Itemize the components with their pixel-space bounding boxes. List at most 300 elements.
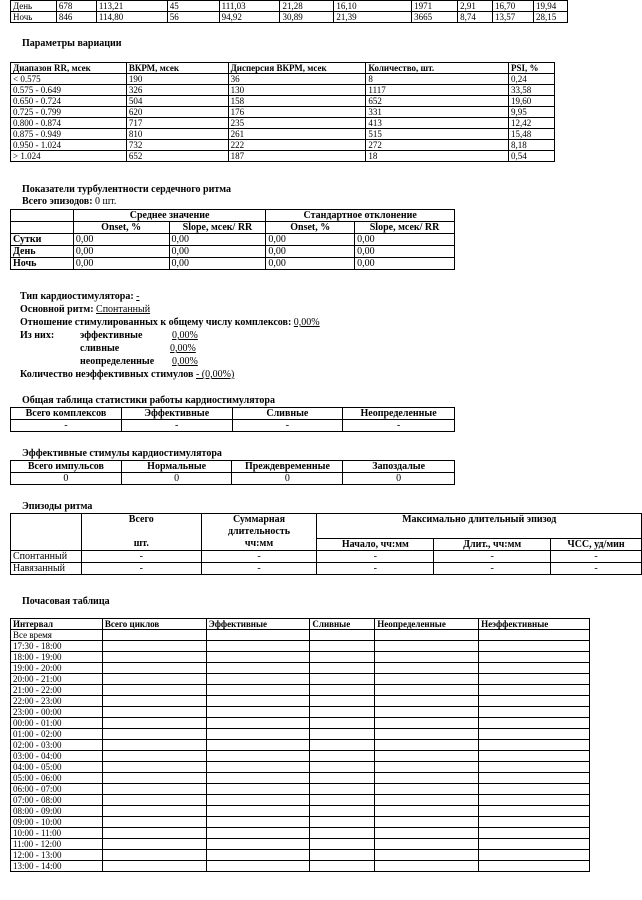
table-cell <box>206 729 310 740</box>
table-cell: < 0.575 <box>11 74 127 85</box>
turbulence-mean-header: Среднее значение <box>73 210 266 222</box>
interval-cell: 13:00 - 14:00 <box>11 861 103 872</box>
column-header: Сливные <box>310 619 375 630</box>
table-cell <box>310 729 375 740</box>
column-header: Дисперсия ВКРМ, мсек <box>228 63 366 74</box>
row-header: День <box>11 246 74 258</box>
column-header: Неопределенные <box>375 619 479 630</box>
table-cell <box>206 718 310 729</box>
table-row <box>11 85 555 96</box>
table-cell <box>375 850 479 861</box>
rhythm-episodes-table <box>10 513 642 575</box>
variation-title: Параметры вариации <box>22 38 122 49</box>
interval-cell: 17:30 - 18:00 <box>11 641 103 652</box>
table-row <box>11 751 590 762</box>
table-cell <box>206 696 310 707</box>
table-cell <box>479 806 590 817</box>
table-cell: 33,58 <box>509 85 555 96</box>
table-cell <box>310 641 375 652</box>
table-cell: 652 <box>366 96 509 107</box>
row-header: Сутки <box>11 234 74 246</box>
table-cell: 0,00 <box>355 258 455 270</box>
table-cell <box>375 806 479 817</box>
table-cell <box>375 718 479 729</box>
table-row <box>11 652 590 663</box>
table-cell <box>102 630 206 641</box>
table-cell <box>310 762 375 773</box>
table-cell: - <box>434 550 551 562</box>
pacemaker-type-line <box>20 291 140 302</box>
table-cell: 331 <box>366 107 509 118</box>
table-cell <box>375 740 479 751</box>
table-cell <box>375 828 479 839</box>
column-header: Нормальные <box>121 461 232 473</box>
interval-cell: 04:00 - 05:00 <box>11 762 103 773</box>
table-cell <box>310 850 375 861</box>
table-cell <box>102 784 206 795</box>
table-cell <box>375 762 479 773</box>
table-cell: 8 <box>366 74 509 85</box>
interval-cell: 02:00 - 03:00 <box>11 740 103 751</box>
table-cell <box>479 795 590 806</box>
column-header: PSI, % <box>509 63 555 74</box>
table-cell: 0,00 <box>169 234 266 246</box>
column-header: Всего циклов <box>102 619 206 630</box>
table-cell <box>102 740 206 751</box>
table-cell <box>206 773 310 784</box>
base-rhythm-label: Основной ритм: <box>20 304 94 315</box>
table-row <box>11 740 590 751</box>
table-cell <box>479 663 590 674</box>
table-cell <box>375 751 479 762</box>
table-cell <box>102 718 206 729</box>
turbulence-sub-corner <box>11 222 74 234</box>
table-cell <box>310 773 375 784</box>
turbulence-corner <box>11 210 74 222</box>
table-cell <box>310 784 375 795</box>
row-header: Навязанный <box>11 562 82 574</box>
column-header: Запоздалые <box>343 461 455 473</box>
interval-cell: 12:00 - 13:00 <box>11 850 103 861</box>
table-cell: 0 <box>232 473 343 485</box>
table-cell: 0,00 <box>355 246 455 258</box>
table-cell: 8,18 <box>509 140 555 151</box>
table-cell: - <box>81 562 201 574</box>
table-cell: 0.575 - 0.649 <box>11 85 127 96</box>
table-cell: 21,28 <box>280 1 334 12</box>
table-cell <box>310 861 375 872</box>
table-cell <box>310 685 375 696</box>
table-cell: 114,80 <box>96 12 167 23</box>
table-cell <box>375 663 479 674</box>
table-cell <box>206 795 310 806</box>
interval-cell: 22:00 - 23:00 <box>11 696 103 707</box>
table-cell: 413 <box>366 118 509 129</box>
table-cell <box>102 861 206 872</box>
table-cell <box>375 795 479 806</box>
table-cell: 0.725 - 0.799 <box>11 107 127 118</box>
of-them-label: Из них: <box>20 330 55 341</box>
table-row <box>11 850 590 861</box>
table-cell: 0,00 <box>266 258 355 270</box>
table-cell: 0 <box>11 473 122 485</box>
table-row <box>11 839 590 850</box>
table-cell: 187 <box>228 151 366 162</box>
fusion-label: сливные <box>80 343 120 354</box>
table-cell <box>206 784 310 795</box>
table-cell <box>375 817 479 828</box>
table-cell: - <box>11 420 122 432</box>
table-cell <box>206 828 310 839</box>
table-cell <box>206 685 310 696</box>
table-cell: - <box>121 420 232 432</box>
ineffective-label: Количество неэффективных стимулов <box>20 369 194 380</box>
episodes-count-label: Всего эпизодов: <box>22 196 93 207</box>
table-cell: 0,00 <box>169 258 266 270</box>
column-header: Всего импульсов <box>11 461 122 473</box>
table-row <box>11 550 642 562</box>
table-cell <box>206 839 310 850</box>
table-cell: 111,03 <box>219 1 280 12</box>
table-cell: День <box>11 1 57 12</box>
table-row <box>11 674 590 685</box>
table-cell: 0,24 <box>509 74 555 85</box>
table-cell <box>206 740 310 751</box>
table-cell: 620 <box>126 107 228 118</box>
column-header: Сливные <box>232 408 343 420</box>
table-cell: 0,00 <box>169 246 266 258</box>
interval-cell: 11:00 - 12:00 <box>11 839 103 850</box>
table-cell: 0 <box>343 473 455 485</box>
table-cell: - <box>317 562 434 574</box>
table-cell <box>206 707 310 718</box>
undefined-value <box>172 356 198 367</box>
table-cell: - <box>232 420 343 432</box>
table-cell: 19,94 <box>533 1 567 12</box>
table-cell: 12,42 <box>509 118 555 129</box>
table-cell: 190 <box>126 74 228 85</box>
table-row <box>11 707 590 718</box>
hourly-table <box>10 618 590 872</box>
variation-table <box>10 62 555 162</box>
table-cell <box>310 696 375 707</box>
table-row <box>11 784 590 795</box>
stats-table-title: Общая таблица статистики работы кардиостимулятора <box>22 395 275 406</box>
table-cell: 19,60 <box>509 96 555 107</box>
table-cell <box>479 729 590 740</box>
table-row <box>11 630 590 641</box>
table-row <box>11 234 455 246</box>
table-cell: 0.800 - 0.874 <box>11 118 127 129</box>
interval-cell: 23:00 - 00:00 <box>11 707 103 718</box>
table-cell <box>479 707 590 718</box>
table-cell <box>479 751 590 762</box>
fusion-value-text: 0,00% <box>170 343 196 354</box>
table-cell: 16,10 <box>334 1 412 12</box>
table-row <box>11 773 590 784</box>
table-cell: 652 <box>126 151 228 162</box>
table-cell <box>102 795 206 806</box>
table-row <box>11 246 455 258</box>
table-cell: - <box>551 562 642 574</box>
table-cell <box>102 663 206 674</box>
table-cell: 222 <box>228 140 366 151</box>
table-cell <box>479 850 590 861</box>
table-cell <box>206 817 310 828</box>
table-cell: 36 <box>228 74 366 85</box>
table-cell <box>102 685 206 696</box>
table-cell: 235 <box>228 118 366 129</box>
table-cell: 717 <box>126 118 228 129</box>
table-cell: - <box>201 562 317 574</box>
table-cell: 56 <box>167 12 219 23</box>
table-row <box>11 696 590 707</box>
table-cell: 94,92 <box>219 12 280 23</box>
table-cell <box>102 729 206 740</box>
row-header: Ночь <box>11 258 74 270</box>
stim-ratio-label: Отношение стимулированных к общему числу комплексов: <box>20 317 292 328</box>
table-cell <box>375 652 479 663</box>
table-cell: 0,54 <box>509 151 555 162</box>
table-cell <box>310 751 375 762</box>
turbulence-table <box>10 209 455 270</box>
table-cell <box>310 795 375 806</box>
table-cell <box>310 707 375 718</box>
table-row <box>11 258 455 270</box>
table-cell: 504 <box>126 96 228 107</box>
top-summary-table <box>10 0 568 23</box>
column-header: Onset, % <box>266 222 355 234</box>
table-cell: - <box>551 550 642 562</box>
table-cell <box>102 839 206 850</box>
table-cell: 326 <box>126 85 228 96</box>
table-cell: 0 <box>121 473 232 485</box>
table-cell <box>375 861 479 872</box>
stats-table <box>10 407 455 432</box>
interval-cell: 07:00 - 08:00 <box>11 795 103 806</box>
table-cell <box>102 828 206 839</box>
table-cell: 8,74 <box>458 12 493 23</box>
turbulence-title: Показатели турбулентности сердечного ритма <box>22 184 232 195</box>
column-header: Неопределенные <box>343 408 455 420</box>
table-row <box>11 74 555 85</box>
table-row <box>11 12 568 23</box>
table-cell: - <box>201 550 317 562</box>
column-header: Неэффективные <box>479 619 590 630</box>
column-header: Slope, мсек/ RR <box>355 222 455 234</box>
table-cell <box>102 674 206 685</box>
interval-cell: 18:00 - 19:00 <box>11 652 103 663</box>
table-cell <box>102 817 206 828</box>
table-cell <box>310 652 375 663</box>
stim-ratio-line <box>20 317 320 328</box>
table-cell: 176 <box>228 107 366 118</box>
hourly-title: Почасовая таблица <box>22 596 110 607</box>
table-cell <box>479 740 590 751</box>
column-header: Эффективные <box>121 408 232 420</box>
table-cell: 45 <box>167 1 219 12</box>
table-cell: 16,70 <box>493 1 534 12</box>
column-header: шт. <box>81 538 201 550</box>
column-header: Преждевременные <box>232 461 343 473</box>
table-cell <box>206 630 310 641</box>
interval-cell: 01:00 - 02:00 <box>11 729 103 740</box>
column-header: ЧСС, уд/мин <box>551 538 642 550</box>
table-row <box>11 762 590 773</box>
ineffective-value: - (0,00%) <box>195 369 235 380</box>
table-cell <box>102 773 206 784</box>
table-cell: 261 <box>228 129 366 140</box>
table-cell <box>102 751 206 762</box>
turbulence-std-header: Стандартное отклонение <box>266 210 455 222</box>
table-cell: 30,89 <box>280 12 334 23</box>
base-rhythm-value: Спонтанный <box>96 304 151 315</box>
table-cell <box>310 740 375 751</box>
table-cell <box>206 641 310 652</box>
undefined-label: неопределенные <box>80 356 155 367</box>
table-cell <box>479 696 590 707</box>
table-row <box>11 718 590 729</box>
table-row <box>11 118 555 129</box>
episodes-count-value: 0 шт. <box>95 196 117 207</box>
table-cell: 0.875 - 0.949 <box>11 129 127 140</box>
table-cell <box>375 696 479 707</box>
table-cell <box>310 718 375 729</box>
table-cell <box>102 696 206 707</box>
table-row <box>11 641 590 652</box>
table-cell: 272 <box>366 140 509 151</box>
effective-value <box>172 330 198 341</box>
table-cell <box>310 839 375 850</box>
column-header: Количество, шт. <box>366 63 509 74</box>
base-rhythm-line <box>20 304 150 315</box>
table-cell: 1971 <box>412 1 458 12</box>
table-cell: 846 <box>56 12 96 23</box>
table-cell <box>479 641 590 652</box>
table-cell: 113,21 <box>96 1 167 12</box>
table-cell: - <box>434 562 551 574</box>
table-row <box>11 562 642 574</box>
column-header: Начало, чч:мм <box>317 538 434 550</box>
table-cell <box>375 839 479 850</box>
table-cell: 0,00 <box>355 234 455 246</box>
column-header: Интервал <box>11 619 103 630</box>
table-cell <box>102 762 206 773</box>
episodes-corner <box>11 514 82 551</box>
table-cell <box>310 806 375 817</box>
table-cell <box>375 641 479 652</box>
table-row <box>11 151 555 162</box>
episodes-duration-header: Суммарная длительность <box>201 514 317 539</box>
table-cell: 0,00 <box>266 246 355 258</box>
effective-stimuli-table <box>10 460 455 485</box>
table-cell: - <box>343 420 455 432</box>
table-cell: 130 <box>228 85 366 96</box>
column-header: Slope, мсек/ RR <box>169 222 266 234</box>
table-cell: 0.950 - 1.024 <box>11 140 127 151</box>
table-cell <box>479 685 590 696</box>
table-cell <box>375 707 479 718</box>
table-cell: 810 <box>126 129 228 140</box>
table-row <box>11 685 590 696</box>
table-cell <box>479 762 590 773</box>
episodes-title: Эпизоды ритма <box>22 501 93 512</box>
table-cell <box>375 773 479 784</box>
table-cell <box>375 685 479 696</box>
table-cell: 13,57 <box>493 12 534 23</box>
table-cell <box>479 861 590 872</box>
table-cell: 678 <box>56 1 96 12</box>
effective-table-title: Эффективные стимулы кардиостимулятора <box>22 448 222 459</box>
table-cell <box>102 806 206 817</box>
interval-cell: Все время <box>11 630 103 641</box>
table-cell: 732 <box>126 140 228 151</box>
table-cell: 3665 <box>412 12 458 23</box>
table-row <box>11 1 568 12</box>
effective-label: эффективные <box>80 330 143 341</box>
table-cell <box>479 828 590 839</box>
table-cell: 9,95 <box>509 107 555 118</box>
pacemaker-type-label: Тип кардиостимулятора: <box>20 291 134 302</box>
table-cell: 28,15 <box>533 12 567 23</box>
column-header: Onset, % <box>73 222 169 234</box>
interval-cell: 19:00 - 20:00 <box>11 663 103 674</box>
table-row <box>11 96 555 107</box>
column-header: Эффективные <box>206 619 310 630</box>
table-cell: > 1.024 <box>11 151 127 162</box>
interval-cell: 06:00 - 07:00 <box>11 784 103 795</box>
episodes-count-line <box>22 196 116 207</box>
table-row <box>11 140 555 151</box>
table-cell: 515 <box>366 129 509 140</box>
table-cell <box>206 652 310 663</box>
column-header: Диапазон RR, мсек <box>11 63 127 74</box>
table-cell: - <box>317 550 434 562</box>
table-cell: 0,00 <box>73 234 169 246</box>
table-cell: 21,39 <box>334 12 412 23</box>
column-header: Всего комплексов <box>11 408 122 420</box>
table-cell <box>206 663 310 674</box>
table-cell: 18 <box>366 151 509 162</box>
table-cell <box>375 674 479 685</box>
table-cell: 15,48 <box>509 129 555 140</box>
ineffective-line <box>20 369 234 380</box>
table-cell: 0,00 <box>73 258 169 270</box>
table-cell <box>310 663 375 674</box>
table-row <box>11 806 590 817</box>
episodes-max-header: Максимально длительный эпизод <box>317 514 642 539</box>
table-cell: 0,00 <box>266 234 355 246</box>
table-cell: 0.650 - 0.724 <box>11 96 127 107</box>
interval-cell: 00:00 - 01:00 <box>11 718 103 729</box>
interval-cell: 10:00 - 11:00 <box>11 828 103 839</box>
episodes-total-header: Всего <box>81 514 201 539</box>
column-header: ВКРМ, мсек <box>126 63 228 74</box>
table-row <box>11 861 590 872</box>
interval-cell: 08:00 - 09:00 <box>11 806 103 817</box>
table-row <box>11 795 590 806</box>
table-cell: 158 <box>228 96 366 107</box>
row-header: Спонтанный <box>11 550 82 562</box>
table-cell <box>102 707 206 718</box>
table-cell <box>206 762 310 773</box>
fusion-value <box>170 343 196 354</box>
table-cell <box>310 674 375 685</box>
table-cell <box>206 850 310 861</box>
table-cell <box>479 817 590 828</box>
table-cell <box>375 729 479 740</box>
table-cell <box>375 630 479 641</box>
